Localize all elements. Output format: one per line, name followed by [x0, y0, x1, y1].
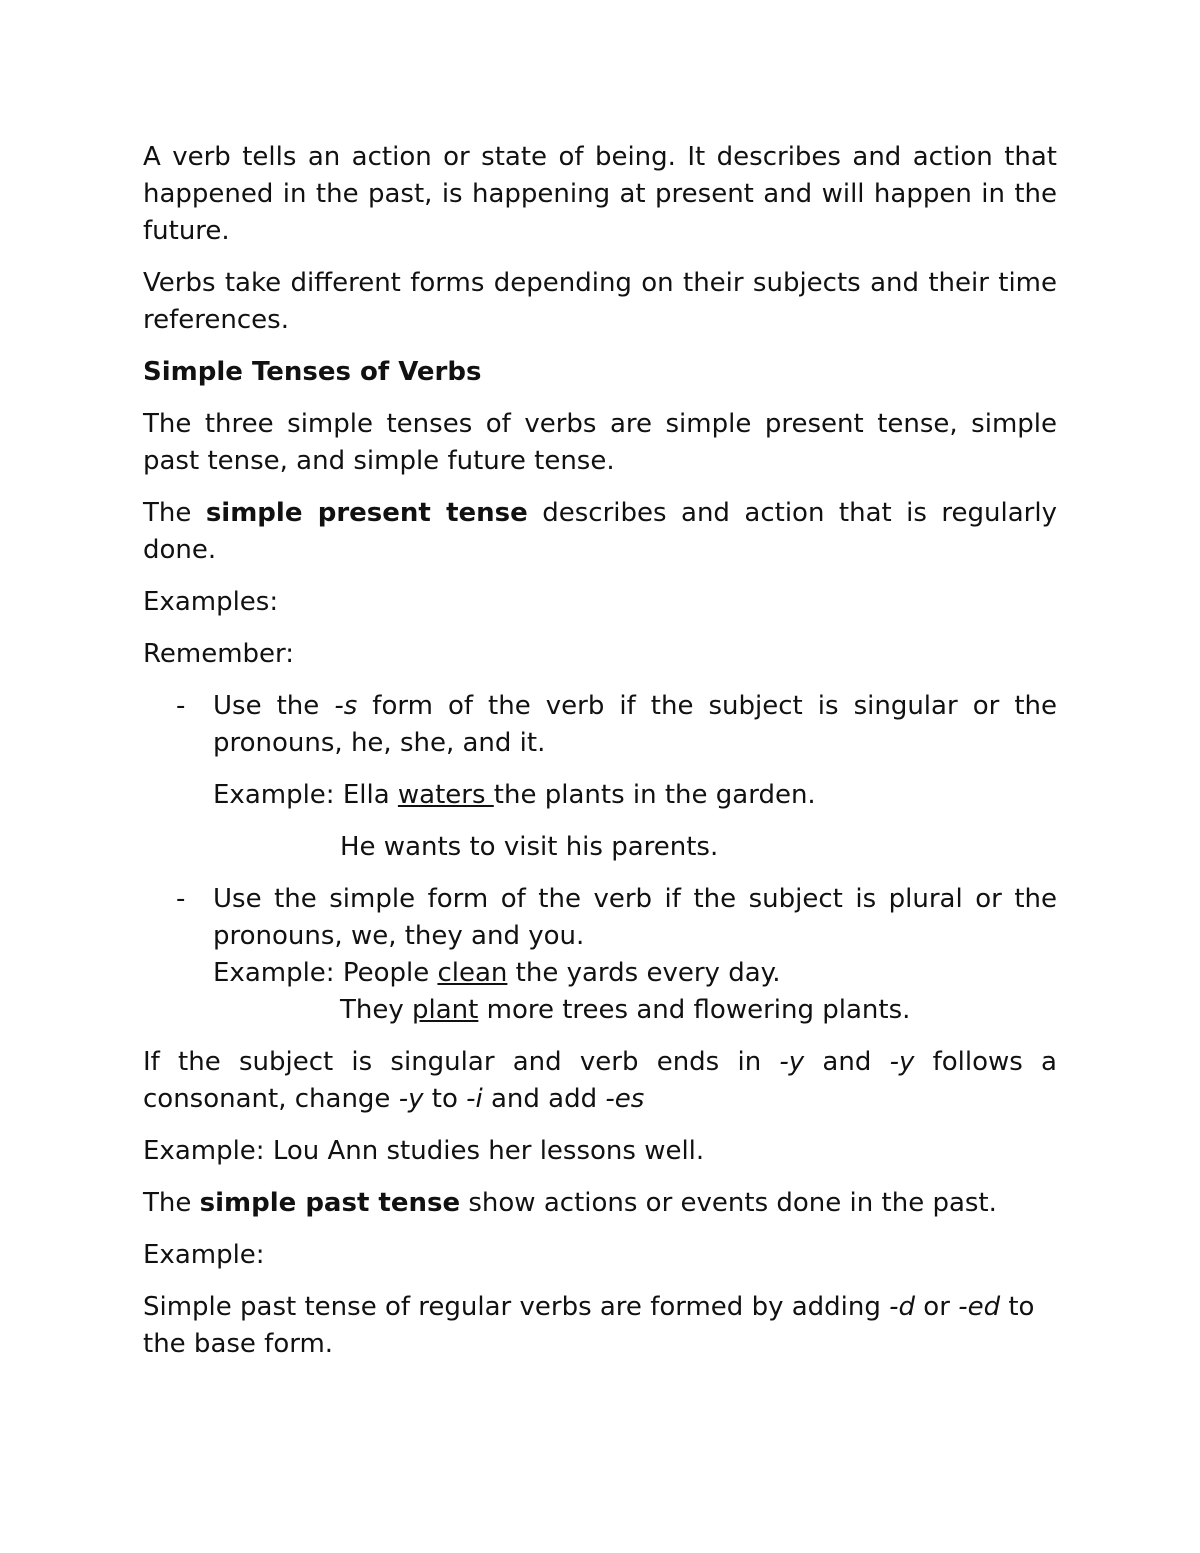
simple-present-paragraph: [143, 495, 1057, 569]
text-run: Simple past tense of regular verbs are formed by adding: [143, 1292, 890, 1322]
text-run: The: [143, 1188, 200, 1218]
three-tenses-paragraph: The three simple tenses of verbs are simple present tense, simple past tense, and simple future tense.: [143, 409, 1057, 476]
bold-term: simple present tense: [205, 498, 528, 528]
text-run: the plants in the garden.: [493, 780, 816, 810]
regular-verbs-paragraph: [143, 1289, 1057, 1363]
text-run: The: [143, 498, 206, 528]
italic-term: -d: [889, 1292, 916, 1322]
text-run: follows a consonant, change: [143, 1047, 1057, 1114]
remember-label: Remember:: [143, 639, 295, 669]
simple-past-paragraph: [143, 1185, 1057, 1222]
text-run: and: [804, 1047, 890, 1077]
bullet-item-singular: [143, 688, 1057, 866]
lou-ann-example: Example: Lou Ann studies her lessons well.: [143, 1136, 705, 1166]
italic-term: -i: [466, 1084, 483, 1114]
italic-term: -es: [605, 1084, 645, 1114]
text-run: Example: People: [213, 958, 438, 988]
document-page: [143, 139, 1057, 1378]
examples-label: Examples:: [143, 587, 279, 617]
bold-term: simple past tense: [199, 1188, 461, 1218]
dash-marker: -: [176, 691, 186, 721]
underlined-verb: clean: [437, 958, 508, 988]
section-heading: Simple Tenses of Verbs: [143, 357, 482, 387]
example-line: He wants to visit his parents.: [340, 832, 719, 862]
underlined-verb: waters: [397, 780, 494, 810]
verb-forms-paragraph: Verbs take different forms depending on their subjects and their time references.: [143, 268, 1057, 335]
text-run: Example: Ella: [213, 780, 398, 810]
text-run: to the base form.: [143, 1292, 1035, 1359]
italic-term: -y: [398, 1084, 424, 1114]
text-run: more trees and flowering plants.: [478, 995, 911, 1025]
italic-term: -ed: [958, 1292, 1001, 1322]
underlined-verb: plant: [412, 995, 479, 1025]
y-rule-paragraph: [143, 1044, 1057, 1118]
example-line: [213, 992, 1057, 1029]
example-label: Example:: [143, 1240, 265, 1270]
bullet-text: Use the simple form of the verb if the subject is plural or the pronouns, we, they and you.: [213, 884, 1057, 951]
italic-term: -y: [779, 1047, 805, 1077]
bullet-item-plural: [143, 881, 1057, 1029]
example-line: [213, 777, 1057, 814]
bullet-text: [213, 688, 1057, 762]
text-run: Use the: [213, 691, 335, 721]
text-run: to: [423, 1084, 467, 1114]
text-run: show actions or events done in the past.: [460, 1188, 997, 1218]
dash-marker: -: [176, 884, 186, 914]
italic-term: -s: [334, 691, 358, 721]
text-run: and add: [482, 1084, 606, 1114]
text-run: or: [915, 1292, 959, 1322]
text-run: form of the verb if the subject is singular or the pronouns, he, she, and it.: [213, 691, 1057, 758]
text-run: They: [340, 995, 413, 1025]
italic-term: -y: [889, 1047, 915, 1077]
text-run: the yards every day.: [507, 958, 781, 988]
text-run: describes and action that is regularly done.: [143, 498, 1057, 565]
intro-paragraph: A verb tells an action or state of being. It describes and action that happened in the past, is happening at present and will happen in the future.: [143, 142, 1057, 246]
example-line: [213, 955, 1057, 992]
text-run: If the subject is singular and verb ends in: [143, 1047, 780, 1077]
